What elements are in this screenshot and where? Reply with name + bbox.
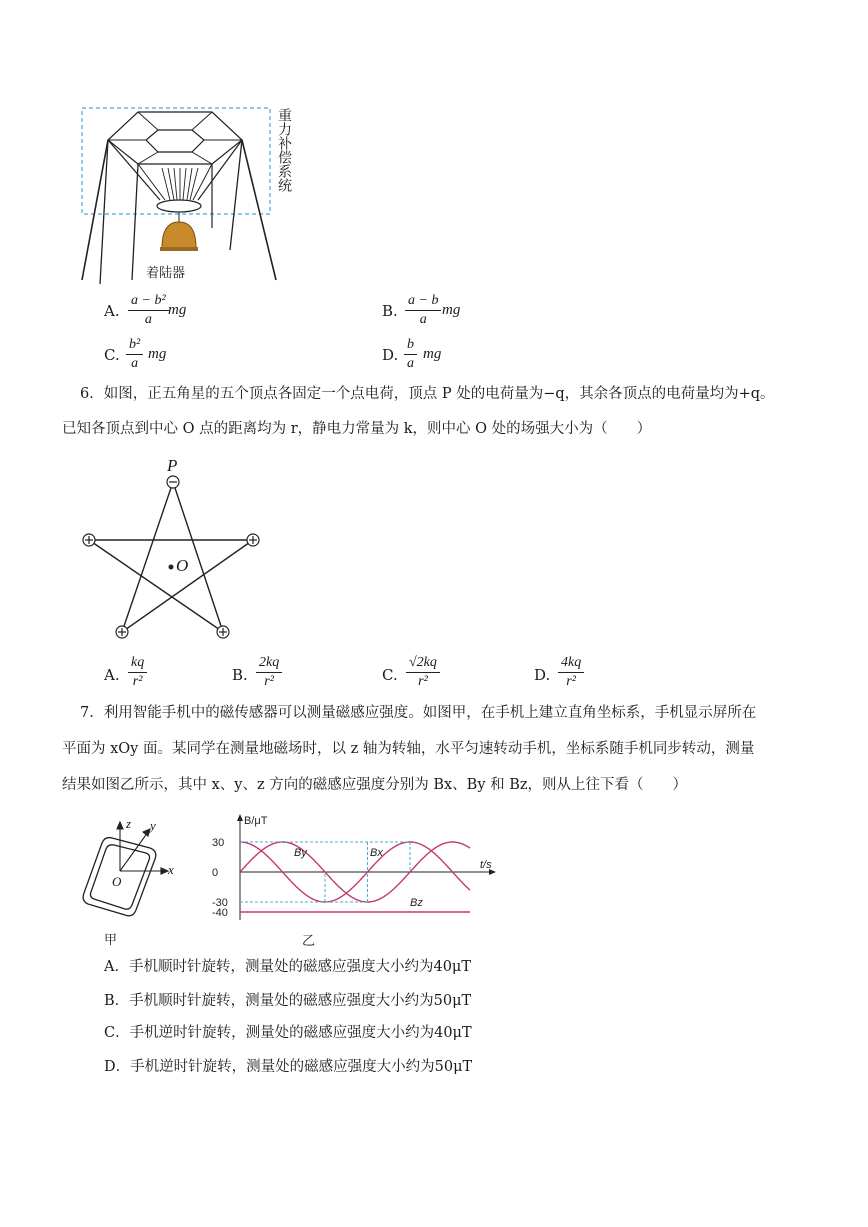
- charge-plus-bottom-left: [116, 626, 128, 638]
- pentagram-drawing: [80, 452, 270, 642]
- q6-option-b-label[interactable]: B.: [232, 666, 248, 684]
- phone-origin-o: O: [112, 874, 122, 889]
- q6-a-numerator: kq: [128, 654, 147, 673]
- charge-plus-right: [247, 534, 259, 546]
- q5-a-denominator: a: [144, 312, 152, 327]
- q6-option-d-fraction: [558, 654, 584, 691]
- center-dot: [169, 565, 174, 570]
- figure-yi-label: 乙: [302, 934, 316, 949]
- q6-question-line2: 已知各顶点到中心 O 点的距离均为 r，静电力常量为 k，则中心 O 处的场强大小为（ ）: [62, 421, 652, 437]
- q5-option-d-fraction: [404, 336, 417, 373]
- q5-option-c-fraction: [126, 336, 143, 373]
- q5-c-suffix: mg: [148, 346, 167, 362]
- q5-b-denominator: a: [419, 312, 427, 327]
- compensation-side-label: 重力补偿系统: [276, 108, 292, 192]
- q6-d-denominator: r²: [566, 674, 576, 689]
- q5-option-c-label[interactable]: C.: [104, 346, 120, 364]
- y-axis-label: B/μT: [244, 815, 268, 827]
- q5-d-suffix: mg: [423, 346, 442, 362]
- vertex-p-label: P: [167, 456, 178, 475]
- q6-option-c-fraction: [406, 654, 440, 691]
- q5-d-numerator: b: [404, 336, 417, 355]
- q5-option-a-label[interactable]: A.: [104, 302, 120, 320]
- x-axis-label: t/s: [480, 859, 492, 871]
- q7-question-line2: 平面为 xOy 面。某同学在测量地磁场时，以 z 轴为转轴，水平匀速转动手机，坐标系随手机同步转动，测量: [62, 741, 755, 757]
- y-tick-label: 0: [212, 867, 219, 879]
- q5-a-numerator: a − b²: [128, 292, 169, 311]
- q5-b-numerator: a − b: [405, 292, 441, 311]
- q6-option-a-label[interactable]: A.: [104, 666, 120, 684]
- magnetic-chart: [210, 812, 510, 932]
- q6-option-d-label[interactable]: D.: [534, 666, 551, 684]
- q6-b-numerator: 2kq: [256, 654, 282, 673]
- q5-b-suffix: mg: [442, 302, 461, 318]
- q7-option-a[interactable]: A．手机顺时针旋转，测量处的磁感应强度大小约为40μT: [104, 959, 472, 975]
- series-label-bz: Bz: [410, 897, 423, 909]
- q6-b-denominator: r²: [264, 674, 274, 689]
- y-tick-label: -30: [212, 897, 228, 909]
- q6-c-numerator: √2kq: [406, 654, 440, 673]
- q6-option-c-label[interactable]: C.: [382, 666, 398, 684]
- phone-axis-z: z: [126, 816, 132, 831]
- y-tick-label: -40: [212, 907, 228, 919]
- q7-question-line1: 7．利用智能手机中的磁传感器可以测量磁感应强度。如图甲，在手机上建立直角坐标系，手机显示屏所在: [80, 705, 757, 721]
- charge-plus-left: [83, 534, 95, 546]
- q7-question-line3: 结果如图乙所示，其中 x、y、z 方向的磁感应强度分别为 Bx、By 和 Bz，则从上往下看（ ）: [62, 777, 688, 793]
- phone-axis-x: x: [168, 862, 174, 877]
- y-tick-label: 30: [212, 837, 225, 849]
- lander-bell-shape: [162, 222, 196, 248]
- q7-option-d[interactable]: D．手机逆时针旋转，测量处的磁感应强度大小约为50μT: [104, 1059, 473, 1075]
- pentagram-figure: [80, 452, 270, 642]
- magnetic-chart-svg: [210, 812, 510, 932]
- q5-a-suffix: mg: [168, 302, 187, 318]
- charge-minus-p: [167, 476, 179, 488]
- q5-option-b-fraction: [405, 292, 441, 329]
- q5-option-d-label[interactable]: D.: [382, 346, 399, 364]
- compensation-dashed-box: [82, 108, 270, 214]
- q5-option-a-fraction: [128, 292, 169, 329]
- q6-question-line1: 6．如图，正五角星的五个顶点各固定一个点电荷，顶点 P 处的电荷量为−q，其余各顶点的电荷量均为+q。: [80, 386, 775, 402]
- q6-a-denominator: r²: [132, 674, 143, 689]
- charge-plus-bottom-right: [217, 626, 229, 638]
- y-axis-arrow: [237, 814, 243, 821]
- center-o-label: O: [176, 556, 189, 575]
- lander-label: 着陆器: [146, 266, 186, 281]
- q6-c-denominator: r²: [418, 674, 428, 689]
- series-label-by: By: [294, 847, 307, 859]
- q7-option-b[interactable]: B．手机顺时针旋转，测量处的磁感应强度大小约为50μT: [104, 993, 472, 1009]
- q6-option-a-fraction: [128, 654, 147, 691]
- figure-jia-label: 甲: [104, 933, 118, 948]
- q7-option-c[interactable]: C．手机逆时针旋转，测量处的磁感应强度大小约为40μT: [104, 1025, 472, 1041]
- q5-c-denominator: a: [131, 356, 139, 371]
- q6-d-numerator: 4kq: [558, 654, 584, 673]
- q5-d-denominator: a: [407, 356, 414, 371]
- series-label-bx: Bx: [370, 847, 383, 859]
- q5-option-b-label[interactable]: B.: [382, 302, 398, 320]
- q5-c-numerator: b²: [126, 336, 143, 355]
- q6-option-b-fraction: [256, 654, 282, 691]
- phone-axis-y: y: [150, 818, 156, 833]
